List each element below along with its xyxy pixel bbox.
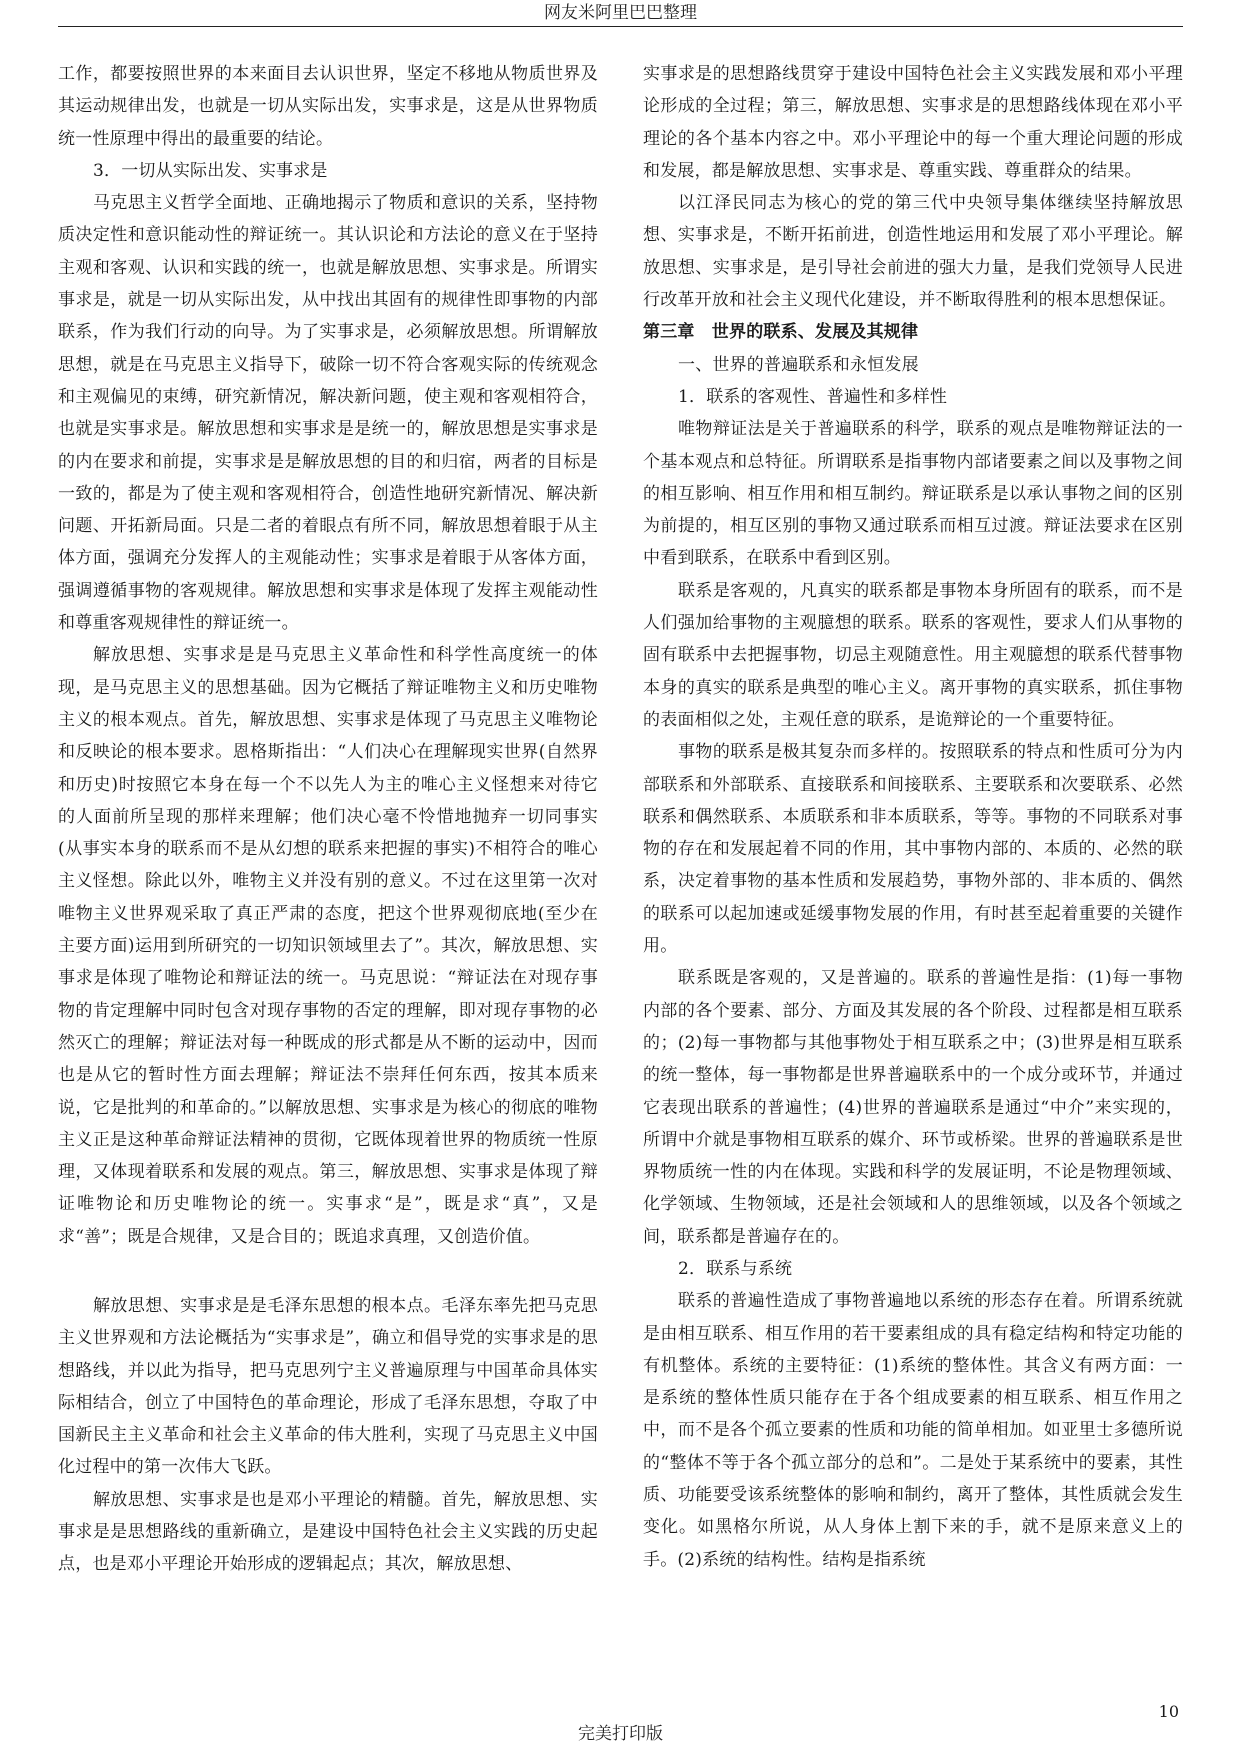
section-heading: 3．一切从实际出发、实事求是 xyxy=(93,160,328,181)
paragraph: 解放思想、实事求是是马克思主义革命性和科学性高度统一的体现，是马克思主义的思想基础。因为它概括了辩证唯物主义和历史唯物主义的根本观点。首先，解放思想、实事求是体现了马克思主义唯物论和反映论的根本要求。恩格斯指出：“人们决心在理解现实世界(自然界和历史)时按照它本身在每一个不以先人为主的唯心主义怪想来对待它的人面前所呈现的那样来理解；他们决心毫不怜惜地抛弃一切同事实(从事实本身的联系而不是从幻想的联系来把握的事实)不相符合的唯心主义怪想。除此以外，唯物主义并没有别的意义。不过在这里第一次对唯物主义世界观采取了真正严肃的态度，把这个世界观彻底地(至少在主要方面)运用到所研究的一切知识领域里去了”。其次，解放思想、实事求是体现了唯物论和辩证法的统一。马克思说：“辩证法在对现存事物的肯定理解中同时包含对现存事物的否定的理解，即对现存事物的必然灭亡的理解；辩证法对每一种既成的形式都是从不断的运动中，因而也是从它的暂时性方面去理解；辩证法不崇拜任何东西，按其本质来说，它是批判的和革命的。”以解放思想、实事求是为核心的彻底的唯物主义正是这种革命辩证法精神的贯彻，它既体现着世界的物质统一性原理，又体现着联系和发展的观点。第三，解放思想、实事求是体现了辩证唯物论和历史唯物论的统一。实事求“是”，既是求“真”，又是求“善”；既是合规律，又是合目的；既追求真理，又创造价值。 xyxy=(58,645,598,1247)
paragraph: 以江泽民同志为核心的党的第三代中央领导集体继续坚持解放思想、实事求是，不断开拓前进，创造性地运用和发展了邓小平理论。解放思想、实事求是，是引导社会前进的强大力量，是我们党领导人民进行改革开放和社会主义现代化建设，并不断取得胜利的根本思想保证。 xyxy=(643,193,1183,311)
page-number: 10 xyxy=(1158,1702,1179,1721)
page-header-title: 网友米阿里巴巴整理 xyxy=(544,3,697,23)
paragraph: 唯物辩证法是关于普遍联系的科学，联系的观点是唯物辩证法的一个基本观点和总特征。所谓联系是指事物内部诸要素之间以及事物之间的相互影响、相互作用和相互制约。辩证联系是以承认事物之间的区别为前提的，相互区别的事物又通过联系而相互过渡。辩证法要求在区别中看到联系，在联系中看到区别。 xyxy=(643,419,1183,569)
paragraph: 解放思想、实事求是也是邓小平理论的精髓。首先，解放思想、实事求是是思想路线的重新确立，是建设中国特色社会主义实践的历史起点，也是邓小平理论开始形成的逻辑起点；其次，解放思想、 xyxy=(58,1489,598,1575)
subsection-heading: 2．联系与系统 xyxy=(678,1258,793,1279)
footer-note: 完美打印版 xyxy=(578,1724,663,1744)
header-divider xyxy=(58,26,1183,27)
paragraph: 事物的联系是极其复杂而多样的。按照联系的特点和性质可分为内部联系和外部联系、直接联系和间接联系、主要联系和次要联系、必然联系和偶然联系、本质联系和非本质联系，等等。事物的不同联系对事物的存在和发展起着不同的作用，其中事物内部的、本质的、必然的联系，决定着事物的基本性质和发展趋势，事物外部的、非本质的、偶然的联系可以起加速或延缓事物发展的作用，有时甚至起着重要的关键作用。 xyxy=(643,742,1183,957)
right-column xyxy=(643,58,1183,1576)
section-heading: 一、世界的普遍联系和永恒发展 xyxy=(678,354,919,375)
paragraph: 联系是客观的，凡真实的联系都是事物本身所固有的联系，而不是人们强加给事物的主观臆想的联系。联系的客观性，要求人们从事物的固有联系中去把握事物，切忌主观随意性。用主观臆想的联系代替事物本身的真实的联系是典型的唯心主义。离开事物的真实联系，抓住事物的表面相似之处，主观任意的联系，是诡辩论的一个重要特征。 xyxy=(643,580,1183,730)
paragraph: 实事求是的思想路线贯穿于建设中国特色社会主义实践发展和邓小平理论形成的全过程；第三，解放思想、实事求是的思想路线体现在邓小平理论的各个基本内容之中。邓小平理论中的每一个重大理论问题的形成和发展，都是解放思想、实事求是、尊重实践、尊重群众的结果。 xyxy=(643,64,1183,181)
paragraph: 解放思想、实事求是是毛泽东思想的根本点。毛泽东率先把马克思主义世界观和方法论概括为“实事求是”，确立和倡导党的实事求是的思想路线，并以此为指导，把马克思列宁主义普遍原理与中国革命具体实际相结合，创立了中国特色的革命理论，形成了毛泽东思想，夺取了中国新民主主义革命和社会主义革命的伟大胜利，实现了马克思主义中国化过程中的第一次伟大飞跃。 xyxy=(58,1295,598,1478)
paragraph: 联系的普遍性造成了事物普遍地以系统的形态存在着。所谓系统就是由相互联系、相互作用的若干要素组成的具有稳定结构和特定功能的有机整体。系统的主要特征：(1)系统的整体性。其含义有两方面：一是系统的整体性质只能存在于各个组成要素的相互联系、相互作用之中，而不是各个孤立要素的性质和功能的简单相加。如亚里士多德所说的“整体不等于各个孤立部分的总和”。二是处于某系统中的要素，其性质、功能要受该系统整体的影响和制约，离开了整体，其性质就会发生变化。如黑格尔所说，从人身体上割下来的手，就不是原来意义上的手。(2)系统的结构性。结构是指系统 xyxy=(643,1291,1183,1570)
paragraph-gap xyxy=(58,1253,598,1290)
chapter-title: 第三章 世界的联系、发展及其规律 xyxy=(643,322,919,343)
left-column xyxy=(58,58,598,1581)
paragraph: 工作，都要按照世界的本来面目去认识世界，坚定不移地从物质世界及其运动规律出发，也就是一切从实际出发，实事求是，这是从世界物质统一性原理中得出的最重要的结论。 xyxy=(58,64,598,149)
subsection-heading: 1．联系的客观性、普遍性和多样性 xyxy=(678,386,948,407)
paragraph: 联系既是客观的，又是普遍的。联系的普遍性是指：(1)每一事物内部的各个要素、部分、方面及其发展的各个阶段、过程都是相互联系的；(2)每一事物都与其他事物处于相互联系之中；(3)世界是相互联系的统一整体，每一事物都是世界普遍联系中的一个成分或环节，并通过它表现出联系的普遍性；(4)世界的普遍联系是通过“中介”来实现的，所谓中介就是事物相互联系的媒介、环节或桥梁。世界的普遍联系是世界物质统一性的内在体现。实践和科学的发展证明，不论是物理领域、化学领域、生物领域，还是社会领域和人的思维领域，以及各个领域之间，联系都是普遍存在的。 xyxy=(643,968,1183,1247)
paragraph: 马克思主义哲学全面地、正确地揭示了物质和意识的关系，坚持物质决定性和意识能动性的辩证统一。其认识论和方法论的意义在于坚持主观和客观、认识和实践的统一，也就是解放思想、实事求是。所谓实事求是，就是一切从实际出发，从中找出其固有的规律性即事物的内部联系，作为我们行动的向导。为了实事求是，必须解放思想。所谓解放思想，就是在马克思主义指导下，破除一切不符合客观实际的传统观念和主观偏见的束缚，研究新情况，解决新问题，使主观和客观相符合，也就是实事求是。解放思想和实事求是是统一的，解放思想是实事求是的内在要求和前提，实事求是是解放思想的目的和归宿，两者的目标是一致的，都是为了使主观和客观相符合，创造性地研究新情况、解决新问题、开拓新局面。只是二者的着眼点有所不同，解放思想着眼于从主体方面，强调充分发挥人的主观能动性；实事求是着眼于从客体方面，强调遵循事物的客观规律。解放思想和实事求是体现了发挥主观能动性和尊重客观规律性的辩证统一。 xyxy=(58,193,598,634)
